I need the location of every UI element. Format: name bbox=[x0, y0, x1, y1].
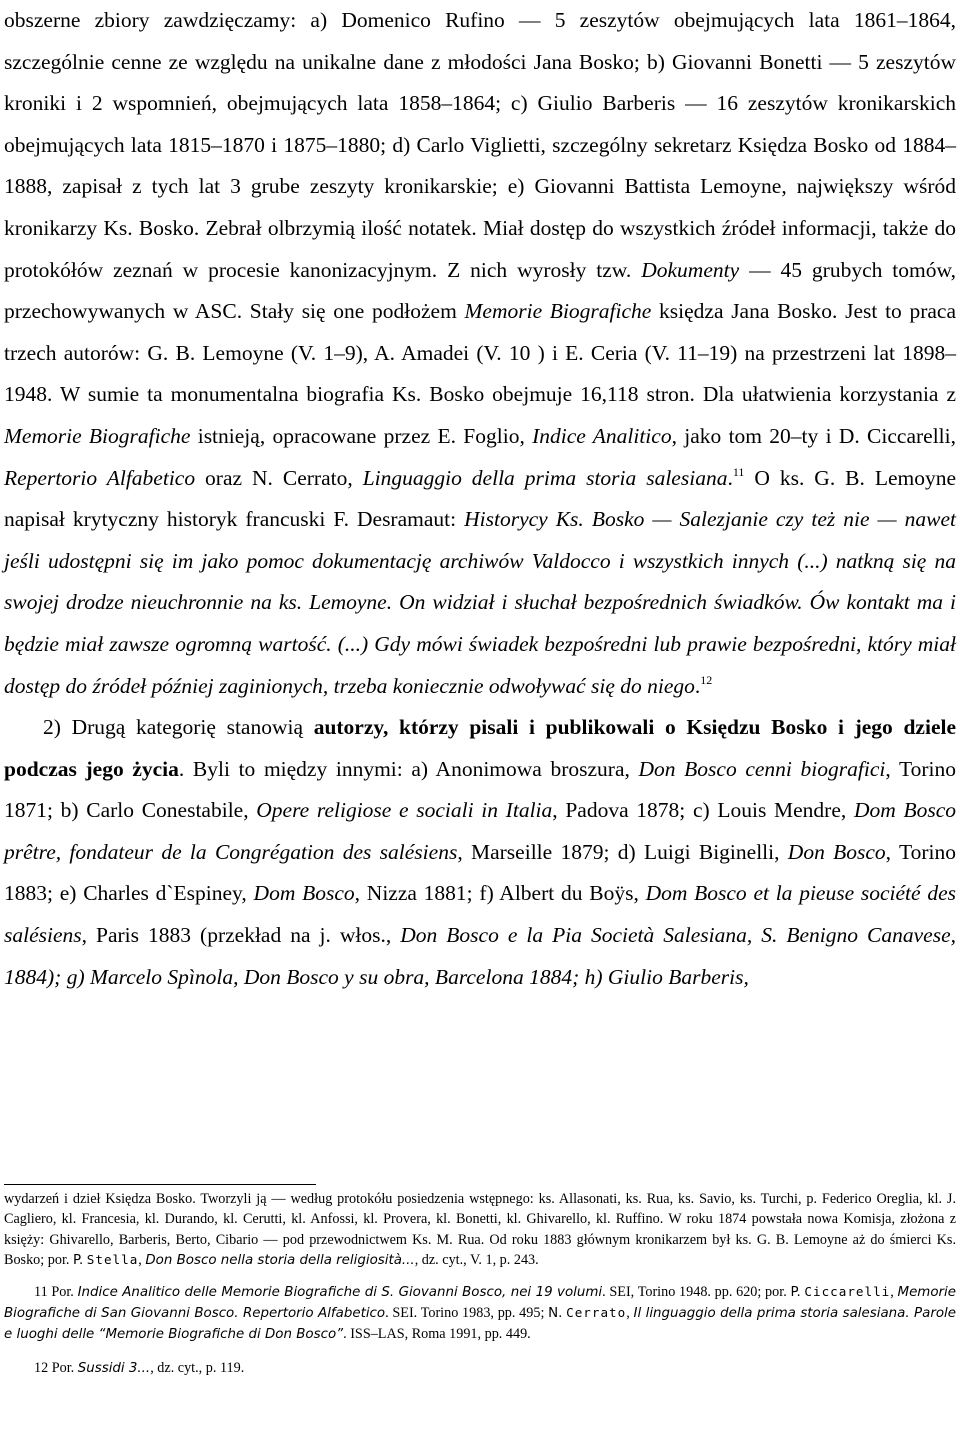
footnote-12: 12 Por. Sussidi 3..., dz. cyt., p. 119. bbox=[34, 1359, 245, 1376]
main-text bbox=[4, 0, 956, 998]
footnotes bbox=[4, 1189, 956, 1379]
footnote-10-continued: wydarzeń i dzieł Księdza Bosko. Tworzyli ją — według protokółu posiedzenia wstępnego: ks. Allasonati, ks. Rua, ks. Savio, ks. Turchi, p. Federico Oreglia, kl. J. Cagliero, kl. Francesia, kl. Durando, kl. Cerutti, kl. Anfossi, kl. Provera, kl. Bonetti, kl. Ghivarello, kl. Ruffino. W roku 1874 powstała nowa Komisja, złożona z księży: Ghivarello, Barberis, Berto, Cibario — pod przewodnictwem Ks. M. Rua. Od roku 1883 głównym kronikarzem był ks. G. B. Lemoyne aż do śmierci Ks. Bosko; por. P. Stella, Don Bosco nella storia della religiosità..., dz. cyt., V. 1, p. 243. bbox=[4, 1191, 956, 1269]
desramaut-quote: Historycy Ks. Bosko — Salezjanie czy też nie — nawet jeśli udostępni się im jako pomoc dokumentację archiwów Valdocco i wszystkich innych (...) natkną się na swojej drodze nieuchronnie na ks. Lemoyne. On widział i słuchał bezpośrednich świadków. Ów kontakt ma i będzie miał zawsze ogromną wartość. (...) Gdy mówi świadek bezpośredni lub prawie bezpośredni, który miał dostęp do źródeł później zaginionych, trzeba koniecznie odwoływać się do niego bbox=[4, 507, 956, 698]
paragraph-contemporary-authors: 2) Drugą kategorię stanowią autorzy, którzy pisali i publikowali o Księdzu Bosko i jego dziele podczas jego życia. Byli to między innymi: a) Anonimowa broszura, Don Bosco cenni biografici, Torino 1871; b) Carlo Conestabile, Opere religiose e sociali in Italia, Padova 1878; c) Louis Mendre, Dom Bosco prêtre, fondateur de la Congrégation des salésiens, Marseille 1879; d) Luigi Biginelli, Don Bosco, Torino 1883; e) Charles d`Espiney, Dom Bosco, Nizza 1881; f) Albert du Boÿs, Dom Bosco et la pieuse société des salésiens, Paris 1883 (przekład na j. włos., Don Bosco e la Pia Società Salesiana, S. Benigno Canavese, 1884); g) Marcelo Spìnola, Don Bosco y su obra, Barcelona 1884; h) Giulio Barberis, bbox=[4, 715, 956, 989]
footnote-separator bbox=[4, 1184, 316, 1185]
footnote-11: 11 Por. Indice Analitico delle Memorie Biografiche di S. Giovanni Bosco, nei 19 volumi. SEI, Torino 1948. pp. 620; por. P. Ciccarelli, Memorie Biografiche di San Giovanni Bosco. Repertorio Alfabetico. SEI. Torino 1983, pp. 495; N. Cerrato, Il linguaggio della prima storia salesiana. Parole e luoghi delle “Memorie Biografiche di Don Bosco”. ISS–LAS, Roma 1991, pp. 449. bbox=[4, 1283, 957, 1343]
document-page bbox=[4, 0, 956, 998]
footnote-ref-11: 11 bbox=[732, 464, 745, 479]
footnote-ref-12: 12 bbox=[700, 672, 713, 687]
paragraph-chroniclers: obszerne zbiory zawdzięczamy: a) Domenico Rufino — 5 zeszytów obejmujących lata 1861–1864, szczególnie cenne ze względu na unikalne dane z młodości Jana Bosko; b) Giovanni Bonetti — 5 zeszytów kroniki i 2 wspomnień, obejmujących lata 1858–1864; c) Giulio Barberis — 16 zeszytów kronikarskich obejmujących lata 1815–1870 i 1875–1880; d) Carlo Viglietti, szczególny sekretarz Księdza Bosko od 1884–1888, zapisał z tych lat 3 grube zeszyty kronikarskie; e) Giovanni Battista Lemoyne, największy wśród kronikarzy Ks. Bosko. Zebrał olbrzymią ilość notatek. Miał dostęp do wszystkich źródeł informacji, także do protokółów zeznań w procesie kanonizacyjnym. Z nich wyrosły tzw. Dokumenty — 45 grubych tomów, przechowywanych w ASC. Stały się one podłożem Memorie Biografiche księdza Jana Bosko. Jest to praca trzech autorów: G. B. Lemoyne (V. 1–9), A. Amadei (V. 10 ) i E. Ceria (V. 11–19) na przestrzeni lat 1898–1948. W sumie ta monumentalna biografia Ks. Bosko obejmuje 16,118 stron. Dla ułatwienia korzystania z Memorie Biografiche istnieją, opracowane przez E. Foglio, Indice Analitico, jako tom 20–ty i D. Ciccarelli, Repertorio Alfabetico oraz N. Cerrato, Linguaggio della prima storia salesiana.$^{11}$ O ks. G. B. Lemoyne napisał krytyczny historyk francuski F. Desramaut: Historycy Ks. Bosko — Salezjanie czy też nie — nawet jeśli udostępni się im jako pomoc dokumentację archiwów Valdocco i wszystkich innych (...) natkną się na swojej drodze nieuchronnie na ks. Lemoyne. On widział i słuchał bezpośrednich świadków. Ów kontakt ma i będzie miał zawsze ogromną wartość. (...) Gdy mówi świadek bezpośredni lub prawie bezpośredni, który miał dostęp do źródeł później zaginionych, trzeba koniecznie odwoływać się do niego.$^{12}$ bbox=[4, 8, 957, 698]
